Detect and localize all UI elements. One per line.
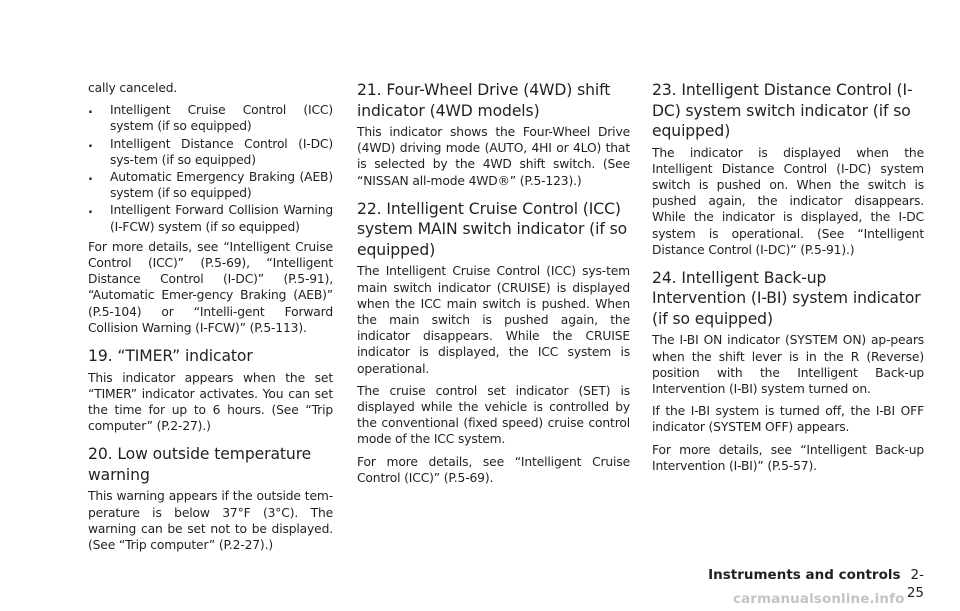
details-paragraph: For more details, see “Intelligent Cruise Control (ICC)” (P.5-69), “Intelligent Distance Control (I-DC)” (P.5-91), “Automatic Emer-gency Braking (AEB)” (P.5-104) or “Intelli-gent Forward Collision Warning (I-FCW)” (P.5-113). [88,239,333,335]
column-1 [88,80,333,559]
footer-section-title: Instruments and controls [708,567,901,583]
section-body-20: This warning appears if the outside tem-perature is below 37°F (3°C). The warning can be set not to be displayed. (See “Trip computer” (P.2-27).) [88,489,333,552]
bullet-mark: . [88,135,93,151]
column-2 [357,80,630,492]
section-heading-22: 22. Intelligent Cruise Control (ICC) system MAIN switch indicator (if so equipped) [357,199,628,259]
list-item: . Intelligent Forward Collision Warning (I-FCW) system (if so equipped) [88,202,333,234]
bullet-mark: . [88,169,93,185]
list-item: . Intelligent Distance Control (I-DC) sys-tem (if so equipped) [88,135,333,167]
section-body-22-b: The cruise control set indicator (SET) is displayed while the vehicle is controlled by the conventional (fixed speed) cruise control mode of the ICC system. [357,383,630,447]
section-body-22-c: For more details, see “Intelligent Cruise Control (ICC)” (P.5-69). [357,454,630,485]
section-heading-20: 20. Low outside temperature warning [88,445,312,484]
system-list [88,102,333,235]
section-heading-19: 19. “TIMER” indicator [88,347,253,366]
continuation-text: cally canceled. [88,81,178,95]
section-body-19: This indicator appears when the set “TIMER” indicator activates. You can set the time for up to 6 hours. (See “Trip computer” (P.2-27).) [88,370,333,434]
list-item: . Automatic Emergency Braking (AEB) system (if so equipped) [88,169,333,201]
section-body-22-a: The Intelligent Cruise Control (ICC) sys-tem main switch indicator (CRUISE) is displayed when the ICC main switch is pushed. When the main switch is pushed again, the indicator disappears. While the CRUISE indicator is displayed, the ICC system is operational. [357,264,630,376]
bullet-mark: . [88,102,93,118]
section-body-24-b: If the I-BI system is turned off, the I-BI OFF indicator (SYSTEM OFF) appears. [652,404,924,435]
bullet-mark: . [88,202,93,218]
column-3 [652,80,924,480]
section-body-23: The indicator is displayed when the Intelligent Distance Control (I-DC) system switch is pushed on. When the switch is pushed again, the indicator disappears. While the indicator is displayed, the I-DC system is operational. (See “Intelligent Distance Control (I-DC)” (P.5-91).) [652,145,924,257]
section-body-21: This indicator shows the Four-Wheel Drive (4WD) driving mode (AUTO, 4HI or 4LO) that is selected by the 4WD shift switch. (See “NISSAN all-mode 4WD®” (P.5-123).) [357,125,630,188]
section-heading-21: 21. Four-Wheel Drive (4WD) shift indicator (4WD models) [357,81,611,120]
page-number: 2-25 [906,567,924,601]
section-body-24-c: For more details, see “Intelligent Back-up Intervention (I-BI)” (P.5-57). [652,442,924,473]
section-heading-23: 23. Intelligent Distance Control (I-DC) system switch indicator (if so equipped) [652,81,913,140]
section-body-24-a: The I-BI ON indicator (SYSTEM ON) ap-pears when the shift lever is in the R (Reverse) position with the Intelligent Back-up Intervention (I-BI) system turned on. [652,333,924,397]
watermark: carmanualsonline.info [733,591,905,607]
list-item: . Intelligent Cruise Control (ICC) system (if so equipped) [88,102,333,134]
section-heading-24: 24. Intelligent Back-up Intervention (I-BI) system indicator (if so equipped) [652,268,921,328]
